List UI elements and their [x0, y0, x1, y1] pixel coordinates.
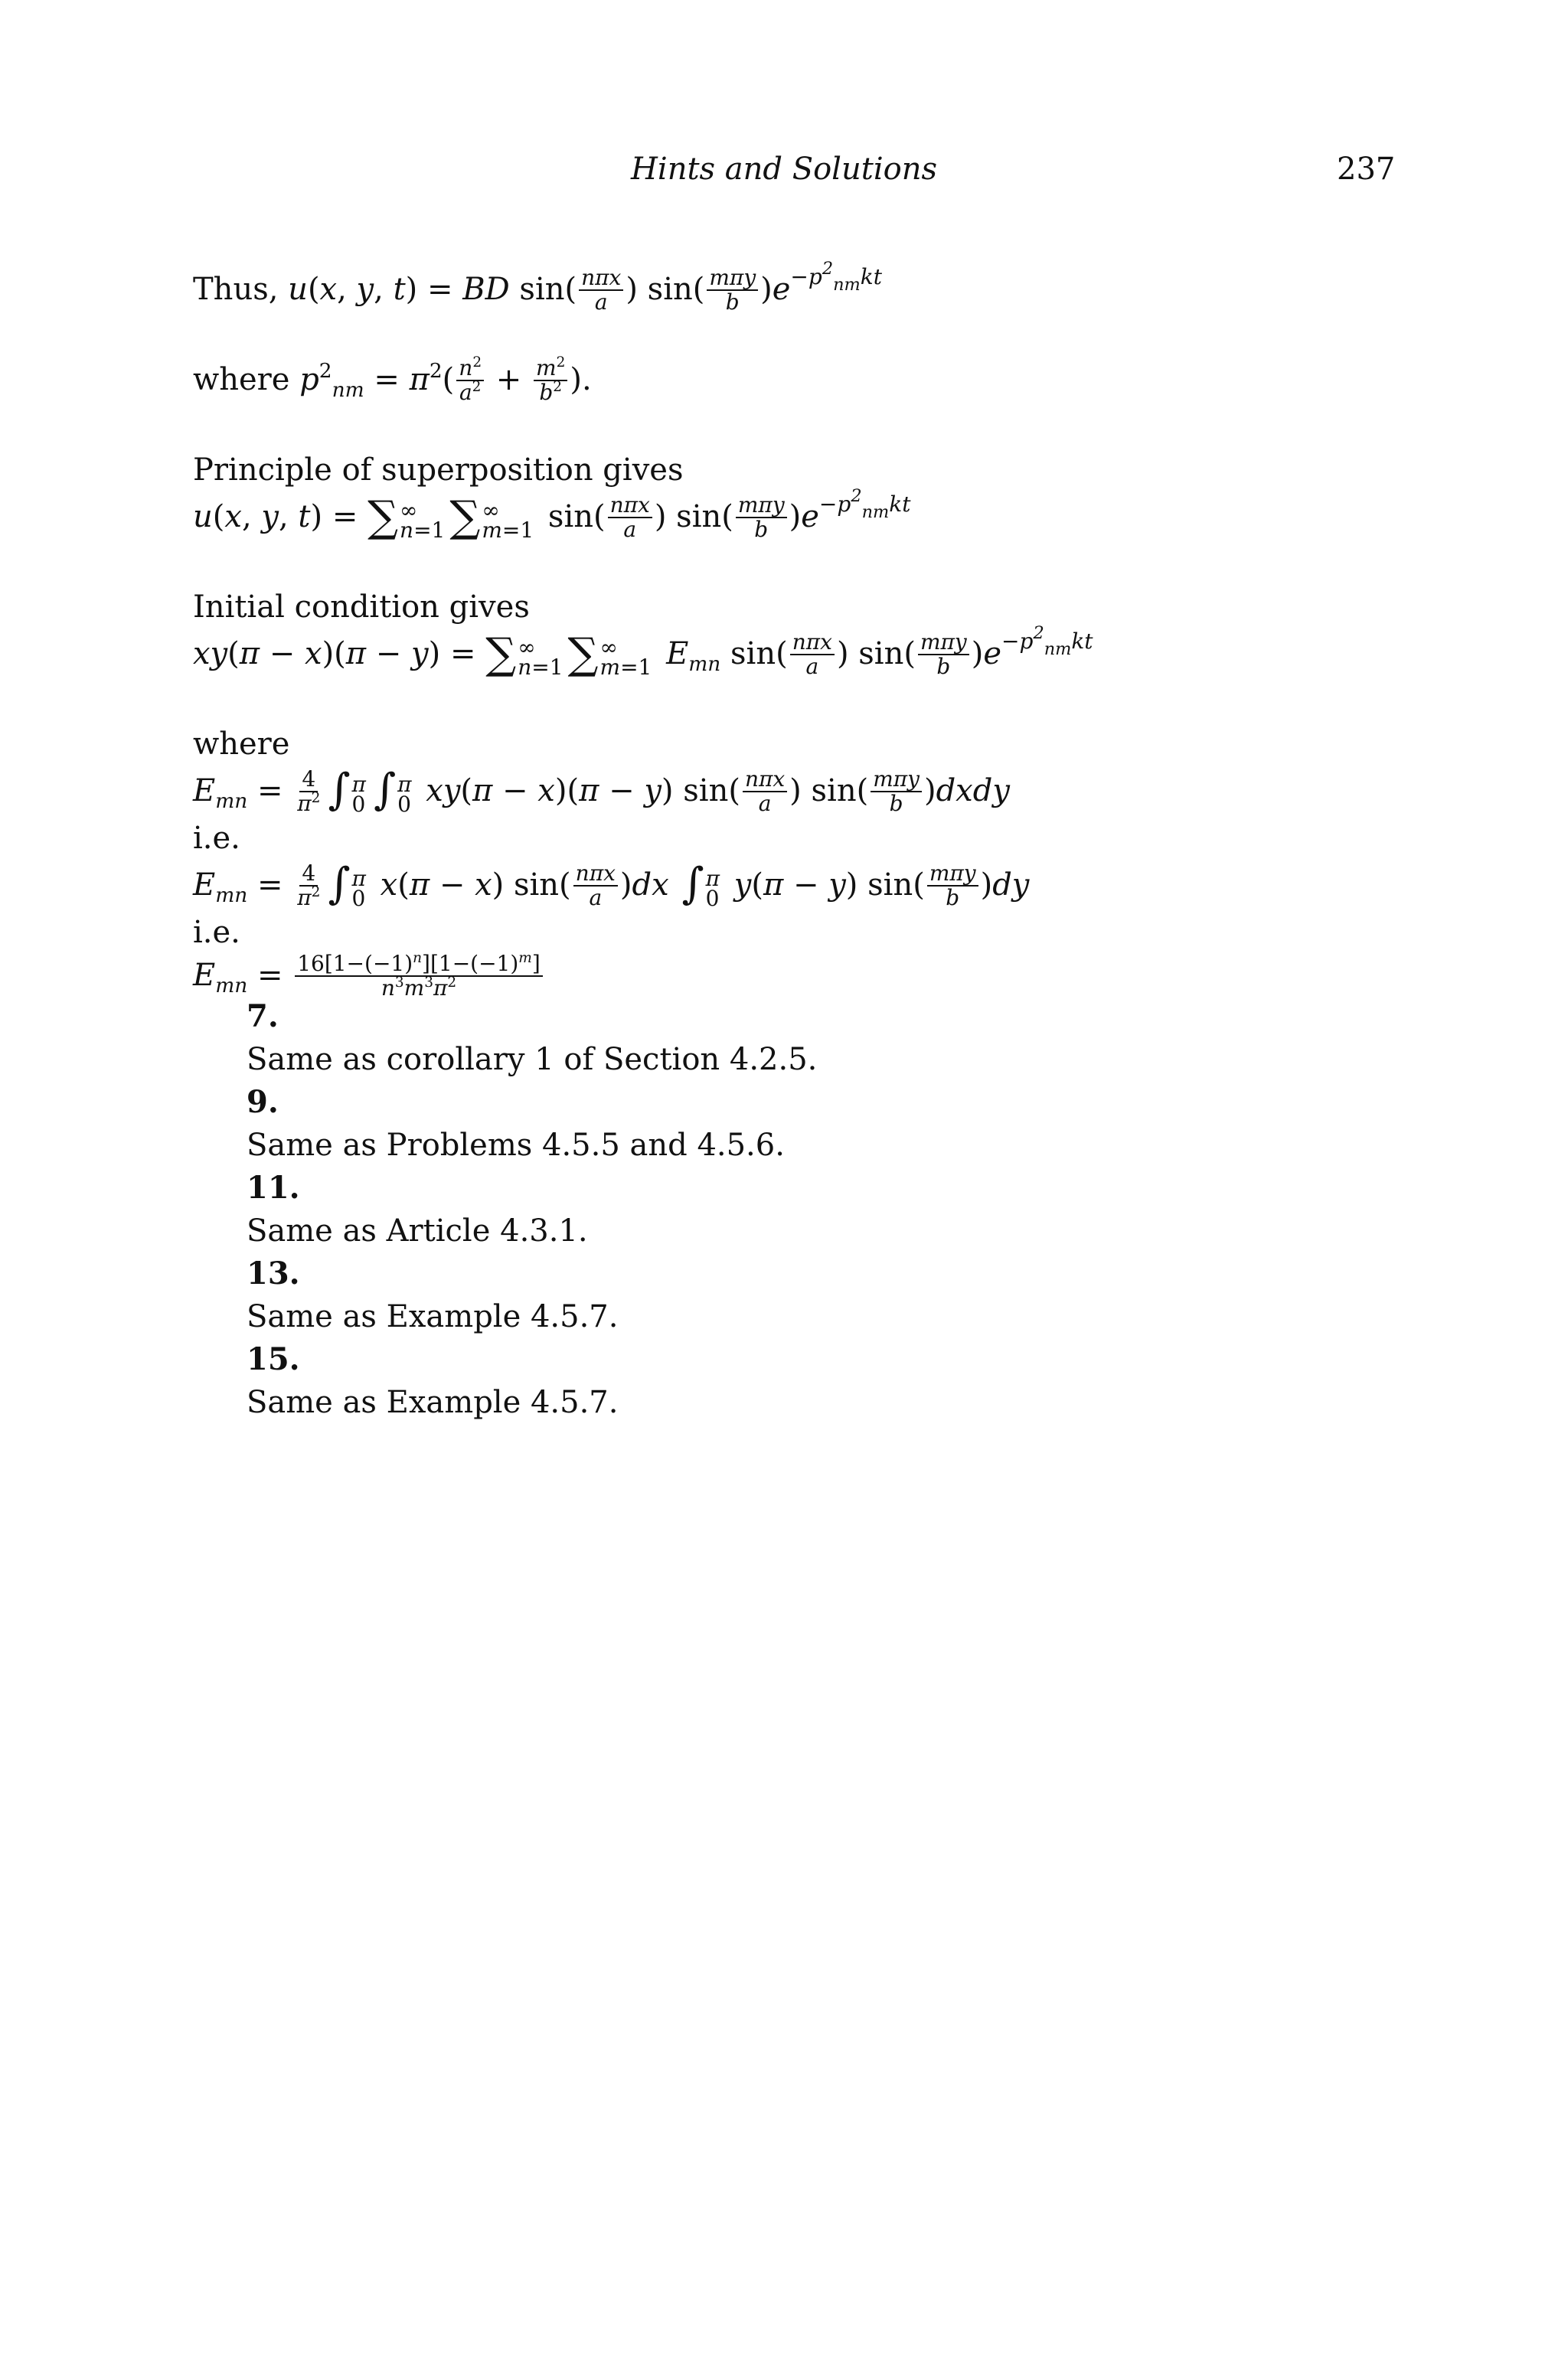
answer-text: Same as Example 4.5.7.: [247, 1385, 619, 1420]
where-label-2: where: [193, 727, 290, 762]
list-item: [247, 995, 817, 1081]
running-title: Hints and Solutions: [631, 152, 937, 187]
equation-emn-result: $E_{mn}$ = $\frac{16[1-(-1)^n][1-(-1)^m]}{n^3m^3\pi^2}$: [193, 954, 1387, 1001]
thus-label: Thus,: [193, 272, 279, 307]
answer-text: Same as corollary 1 of Section 4.2.5.: [247, 1042, 818, 1077]
superposition-label: Principle of superposition gives: [193, 452, 684, 488]
ie-label-1: i.e.: [193, 821, 240, 856]
answer-text: Same as Article 4.3.1.: [247, 1213, 588, 1249]
list-item: [247, 1338, 817, 1424]
equation-superposition: u(x, y, t) = ∑ ∞ n=1 ∑ ∞ m=1 sin( nπx a ) sin( mπy b )$e^{-p^2_{nm}kt}$: [193, 485, 911, 543]
answer-text: Same as Problems 4.5.5 and 4.5.6.: [247, 1128, 785, 1163]
solution-body: [193, 258, 1387, 1001]
where-label: where: [193, 362, 290, 397]
page-number: 237: [1337, 152, 1396, 187]
initial-condition-label: Initial condition gives: [193, 589, 530, 625]
answer-list: [247, 995, 817, 1424]
answer-text: Same as Example 4.5.7.: [247, 1299, 619, 1334]
answer-number: 15.: [247, 1341, 300, 1377]
answer-number: 11.: [247, 1170, 300, 1206]
answer-number: 9.: [247, 1084, 279, 1120]
equation-emn-product: $E_{mn}$ = $\frac{4}{\pi^2}$ ∫ π 0 x(π − x) sin( nπx a )dx ∫ π 0 y(π − y) sin( mπy b )dy: [193, 859, 1030, 911]
answer-number: 13.: [247, 1256, 300, 1291]
list-item: [247, 1167, 817, 1252]
equation-pnm: where $p^2_{nm} = \pi^2$( $\frac{n^2}{a^2}$ + $\frac{m^2}{b^2}$ ).: [193, 354, 592, 405]
equation-thus: Thus, u(x, y, t) = BD sin( nπx a ) sin( mπy b )$e^{-p^2_{nm}kt}$: [193, 258, 882, 315]
list-item: [247, 1081, 817, 1167]
list-item: [247, 1252, 817, 1338]
equation-emn-double-integral: $E_{mn}$ = $\frac{4}{\pi^2}$ ∫ π 0 ∫ π 0 xy(π − x)(π − y) sin( nπx a ) sin( mπy b )dxdy: [193, 765, 1010, 817]
answer-number: 7.: [247, 998, 279, 1034]
equation-initial: xy(π − x)(π − y) = ∑ ∞ n=1 ∑ ∞ m=1 $E_{mn}$ sin( nπx a ) sin( mπy b )$e^{-p^2_{nm}kt}$: [193, 622, 1093, 680]
ie-label-2: i.e.: [193, 915, 240, 950]
